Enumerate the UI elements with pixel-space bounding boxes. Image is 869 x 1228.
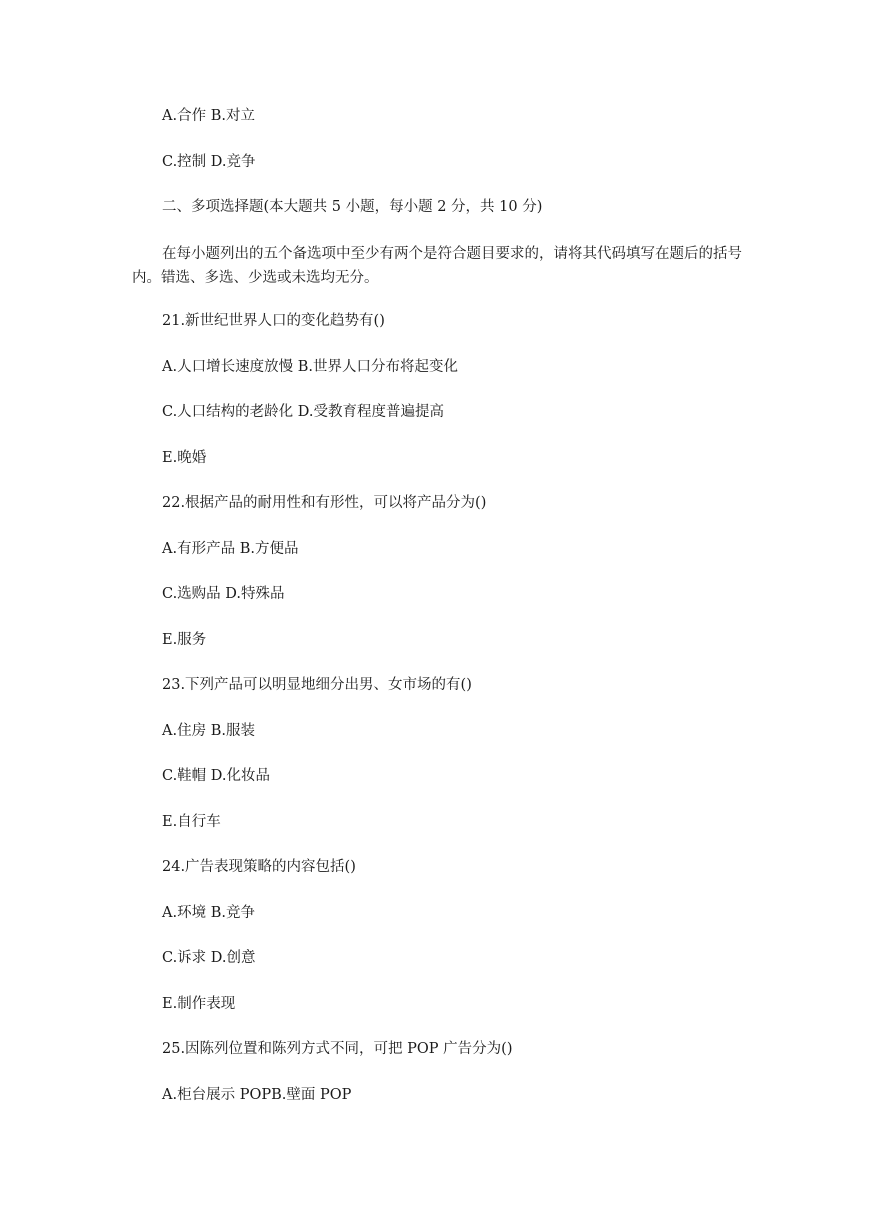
option-line: A.人口增长速度放慢 B.世界人口分布将起变化 [162,359,458,375]
question-21: 21.新世纪世界人口的变化趋势有() [162,313,385,329]
option-line: A.合作 B.对立 [162,108,255,124]
option-line: E.服务 [162,632,207,648]
option-line: A.住房 B.服装 [162,723,255,739]
option-line: C.鞋帽 D.化妆品 [162,768,271,784]
question-24: 24.广告表现策略的内容包括() [162,859,356,875]
option-line: A.柜台展示 POPB.壁面 POP [162,1087,352,1103]
option-line: C.人口结构的老龄化 D.受教育程度普遍提高 [162,404,445,420]
question-22: 22.根据产品的耐用性和有形性，可以将产品分为() [162,495,487,511]
option-line: E.制作表现 [162,996,236,1012]
option-line: A.环境 B.竞争 [162,905,255,921]
instructions-paragraph: 在每小题列出的五个备选项中至少有两个是符合题目要求的，请将其代码填写在题后的括号内。错选、多选、少选或未选均无分。 [132,246,742,286]
option-line: A.有形产品 B.方便品 [162,541,299,557]
option-line: E.自行车 [162,814,221,830]
option-line: C.诉求 D.创意 [162,950,256,966]
option-line: C.控制 D.竞争 [162,154,256,170]
section-heading: 二、多项选择题(本大题共 5 小题，每小题 2 分，共 10 分) [162,199,543,215]
option-line: E.晚婚 [162,450,207,466]
question-25: 25.因陈列位置和陈列方式不同，可把 POP 广告分为() [162,1041,513,1057]
question-23: 23.下列产品可以明显地细分出男、女市场的有() [162,677,472,693]
option-line: C.选购品 D.特殊品 [162,586,285,602]
